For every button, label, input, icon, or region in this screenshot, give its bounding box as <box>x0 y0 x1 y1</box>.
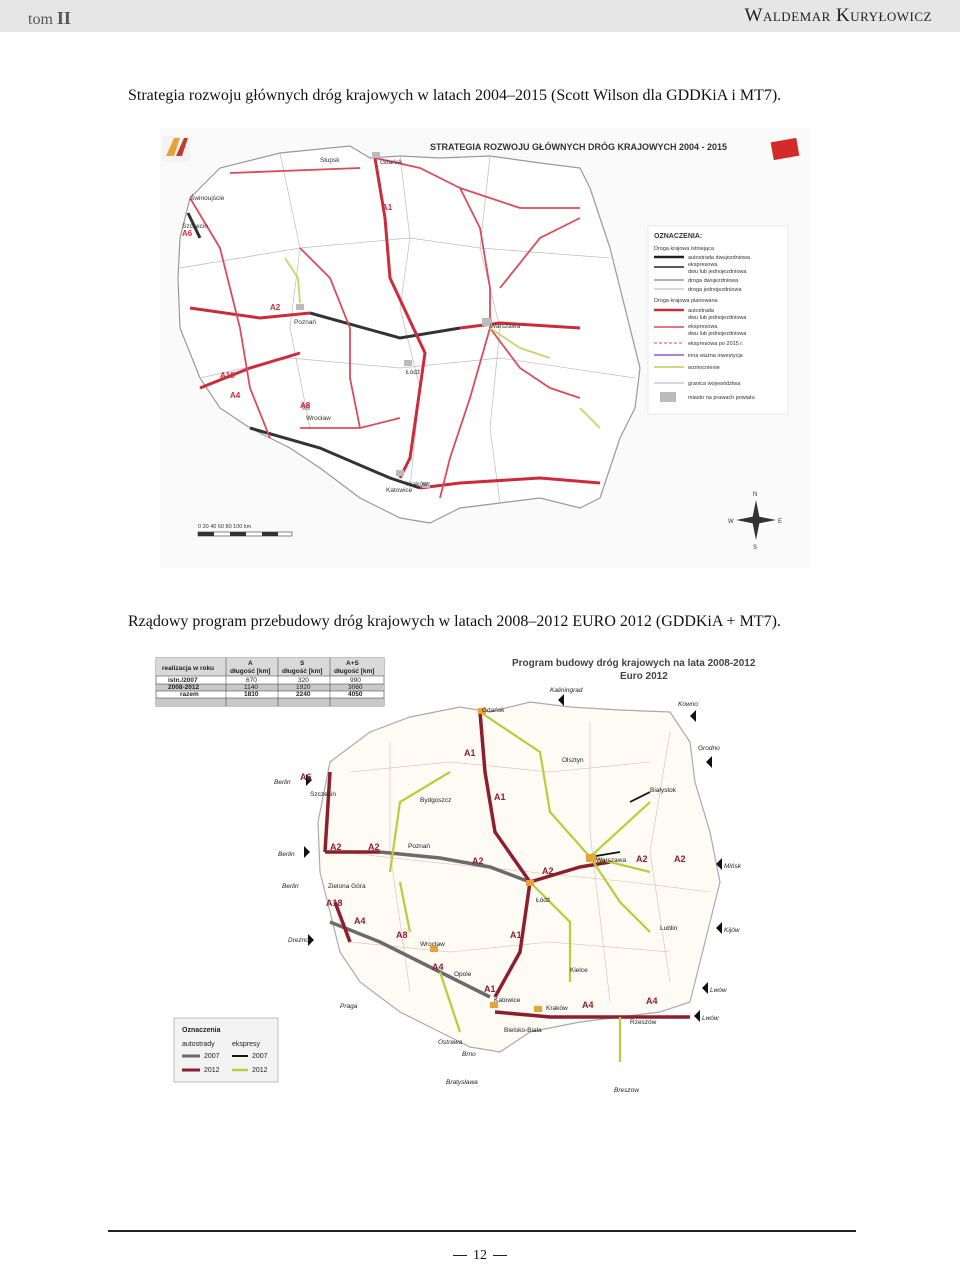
svg-text:A6: A6 <box>300 772 312 782</box>
svg-text:ekspresowa: ekspresowa <box>688 324 718 330</box>
svg-text:granica województwa: granica województwa <box>688 381 741 387</box>
svg-text:Szczecin: Szczecin <box>182 223 209 230</box>
svg-text:Bratysława: Bratysława <box>446 1079 478 1086</box>
length-table <box>156 658 384 706</box>
svg-text:S: S <box>753 545 758 551</box>
svg-text:670: 670 <box>246 677 257 684</box>
svg-text:A8: A8 <box>300 401 311 410</box>
svg-text:A4: A4 <box>582 1000 594 1010</box>
svg-text:Kielce: Kielce <box>570 967 588 974</box>
svg-text:autostrady: autostrady <box>182 1041 215 1048</box>
svg-text:ekspresy: ekspresy <box>232 1041 261 1048</box>
svg-text:Warszawa: Warszawa <box>490 323 521 330</box>
svg-text:Warszawa: Warszawa <box>596 857 627 864</box>
svg-text:realizacja w roku: realizacja w roku <box>162 665 215 672</box>
author-name: Waldemar Kuryłowicz <box>744 5 932 26</box>
gddkia-logo <box>162 136 190 162</box>
svg-text:A2: A2 <box>542 866 554 876</box>
svg-text:A2: A2 <box>270 303 281 312</box>
figure1-caption: Strategia rozwoju głównych dróg krajowych w latach 2004–2015 (Scott Wilson dla GDDKiA i MT7). <box>128 87 782 104</box>
svg-text:autostrada: autostrada <box>688 308 714 314</box>
svg-text:A8: A8 <box>396 930 408 940</box>
svg-text:droga dwujezdniowa: droga dwujezdniowa <box>688 278 739 284</box>
svg-text:3060: 3060 <box>348 684 363 691</box>
svg-text:długość [km]: długość [km] <box>334 668 375 675</box>
svg-text:2240: 2240 <box>296 691 311 698</box>
svg-text:A4: A4 <box>230 391 241 400</box>
svg-text:Breszow: Breszow <box>614 1087 639 1094</box>
svg-text:inna ważna inwestycja: inna ważna inwestycja <box>688 353 743 359</box>
page-number: 12 <box>440 1248 520 1264</box>
svg-text:Ostrawa: Ostrawa <box>438 1039 463 1046</box>
svg-text:2007: 2007 <box>204 1053 220 1060</box>
svg-text:Kowno: Kowno <box>678 701 698 708</box>
figure2-caption: Rządowy program przebudowy dróg krajowych w latach 2008–2012 EURO 2012 (GDDKiA + MT7). <box>128 613 781 630</box>
svg-text:Mińsk: Mińsk <box>724 863 741 870</box>
svg-text:Słupsk: Słupsk <box>320 157 340 164</box>
svg-text:E: E <box>778 519 783 525</box>
svg-text:Droga krajowa istniejąca: Droga krajowa istniejąca <box>654 246 714 252</box>
svg-text:miasto na prawach powiatu: miasto na prawach powiatu <box>688 395 755 401</box>
figure2-title: Program budowy dróg krajowych na lata 2008-2012 <box>512 658 756 669</box>
svg-text:2007: 2007 <box>252 1053 268 1060</box>
svg-text:A4: A4 <box>432 962 444 972</box>
svg-text:S: S <box>300 660 305 667</box>
svg-text:A1: A1 <box>484 984 496 994</box>
svg-text:A2: A2 <box>636 854 648 864</box>
svg-text:2012: 2012 <box>204 1067 220 1074</box>
svg-text:Wrocław: Wrocław <box>420 941 445 948</box>
svg-text:A+S: A+S <box>346 660 359 667</box>
svg-text:istn./2007: istn./2007 <box>168 677 198 684</box>
svg-text:Bydgoszcz: Bydgoszcz <box>420 797 452 804</box>
figure1-legend <box>648 226 788 414</box>
svg-text:Białystok: Białystok <box>650 787 677 794</box>
svg-text:ekspresowa po 2015 r.: ekspresowa po 2015 r. <box>688 341 744 347</box>
svg-text:dwu lub jednojezdniowa: dwu lub jednojezdniowa <box>688 331 747 337</box>
svg-text:Gdańsk: Gdańsk <box>380 159 403 166</box>
svg-text:razem: razem <box>180 691 199 698</box>
svg-text:Lwów: Lwów <box>702 1015 719 1022</box>
svg-text:Gdańsk: Gdańsk <box>482 707 505 714</box>
svg-text:A2: A2 <box>472 856 484 866</box>
svg-text:A1: A1 <box>510 930 522 940</box>
svg-text:Lwów: Lwów <box>710 987 727 994</box>
svg-text:A18: A18 <box>326 898 343 908</box>
svg-text:2008-2012: 2008-2012 <box>168 684 200 691</box>
svg-text:320: 320 <box>298 677 309 684</box>
svg-text:Poznań: Poznań <box>408 843 431 850</box>
svg-text:Berlin: Berlin <box>274 779 291 786</box>
svg-text:N: N <box>753 492 758 498</box>
svg-text:wzmocnienie: wzmocnienie <box>688 365 720 371</box>
svg-text:Praga: Praga <box>340 1003 358 1010</box>
svg-text:A4: A4 <box>354 916 366 926</box>
svg-text:A1: A1 <box>464 748 476 758</box>
svg-text:A6: A6 <box>182 229 193 238</box>
svg-text:A18: A18 <box>220 371 235 380</box>
svg-text:Szczecin: Szczecin <box>310 791 337 798</box>
svg-text:1920: 1920 <box>296 684 311 691</box>
svg-text:Kraków: Kraków <box>406 481 428 488</box>
svg-text:droga jednojezdniowa: droga jednojezdniowa <box>688 287 742 293</box>
svg-text:Katowice: Katowice <box>386 487 413 494</box>
svg-text:Kraków: Kraków <box>546 1005 568 1012</box>
svg-text:Kijów: Kijów <box>724 927 740 934</box>
svg-text:A2: A2 <box>330 842 342 852</box>
svg-text:1810: 1810 <box>244 691 259 698</box>
svg-text:Łódź: Łódź <box>406 369 421 376</box>
svg-text:Droga krajowa planowana: Droga krajowa planowana <box>654 298 718 304</box>
svg-text:A1: A1 <box>382 203 393 212</box>
svg-text:OZNACZENIA:: OZNACZENIA: <box>654 233 703 240</box>
svg-text:W: W <box>728 519 734 525</box>
svg-text:Zielona Góra: Zielona Góra <box>328 883 366 890</box>
svg-text:Grodno: Grodno <box>698 745 720 752</box>
svg-text:autostrada dwujezdniowa: autostrada dwujezdniowa <box>688 255 751 261</box>
svg-text:990: 990 <box>350 677 361 684</box>
svg-text:1140: 1140 <box>244 684 258 691</box>
svg-text:Świnoujście: Świnoujście <box>190 195 225 202</box>
figure1-title: STRATEGIA ROZWOJU GŁÓWNYCH DRÓG KRAJOWYCH 2004 - 2015 <box>430 142 728 152</box>
figure2-legend <box>174 1018 278 1082</box>
svg-text:Oznaczenia: Oznaczenia <box>182 1027 221 1034</box>
svg-text:ekspresowa: ekspresowa <box>688 262 718 268</box>
svg-text:4050: 4050 <box>348 691 363 698</box>
svg-text:długość [km]: długość [km] <box>282 668 323 675</box>
svg-text:A: A <box>248 660 253 667</box>
svg-text:Łódź: Łódź <box>536 897 551 904</box>
svg-text:0 20 40 60 80 100 km: 0 20 40 60 80 100 km <box>198 524 252 530</box>
page-header <box>0 0 960 32</box>
footer-rule <box>108 1230 856 1232</box>
svg-text:Opole: Opole <box>454 971 472 978</box>
figure2-map <box>150 652 790 1112</box>
svg-text:dwu lub jednojezdniowa: dwu lub jednojezdniowa <box>688 269 747 275</box>
svg-text:Poznań: Poznań <box>294 319 317 326</box>
svg-text:Brno: Brno <box>462 1051 476 1058</box>
svg-text:A2: A2 <box>674 854 686 864</box>
svg-text:A2: A2 <box>368 842 380 852</box>
volume-label: tom II <box>28 8 71 28</box>
svg-text:dwu lub jednojezdniowa: dwu lub jednojezdniowa <box>688 315 747 321</box>
svg-text:Bielsko-Biała: Bielsko-Biała <box>504 1027 542 1034</box>
svg-text:Lublin: Lublin <box>660 925 678 932</box>
svg-text:Berlin: Berlin <box>278 851 295 858</box>
svg-text:Rzeszów: Rzeszów <box>630 1019 657 1026</box>
svg-text:Kaliningrad: Kaliningrad <box>550 687 583 694</box>
svg-text:Katowice: Katowice <box>494 997 521 1004</box>
svg-text:Berlin: Berlin <box>282 883 299 890</box>
svg-text:Wrocław: Wrocław <box>306 415 331 422</box>
figure1-map <box>160 128 810 568</box>
figure2-subtitle: Euro 2012 <box>620 671 668 682</box>
svg-text:A1: A1 <box>494 792 506 802</box>
svg-text:Olsztyn: Olsztyn <box>562 757 584 764</box>
svg-text:2012: 2012 <box>252 1067 268 1074</box>
svg-text:Drezno: Drezno <box>288 937 309 944</box>
svg-text:A4: A4 <box>646 996 658 1006</box>
svg-text:długość [km]: długość [km] <box>230 668 271 675</box>
